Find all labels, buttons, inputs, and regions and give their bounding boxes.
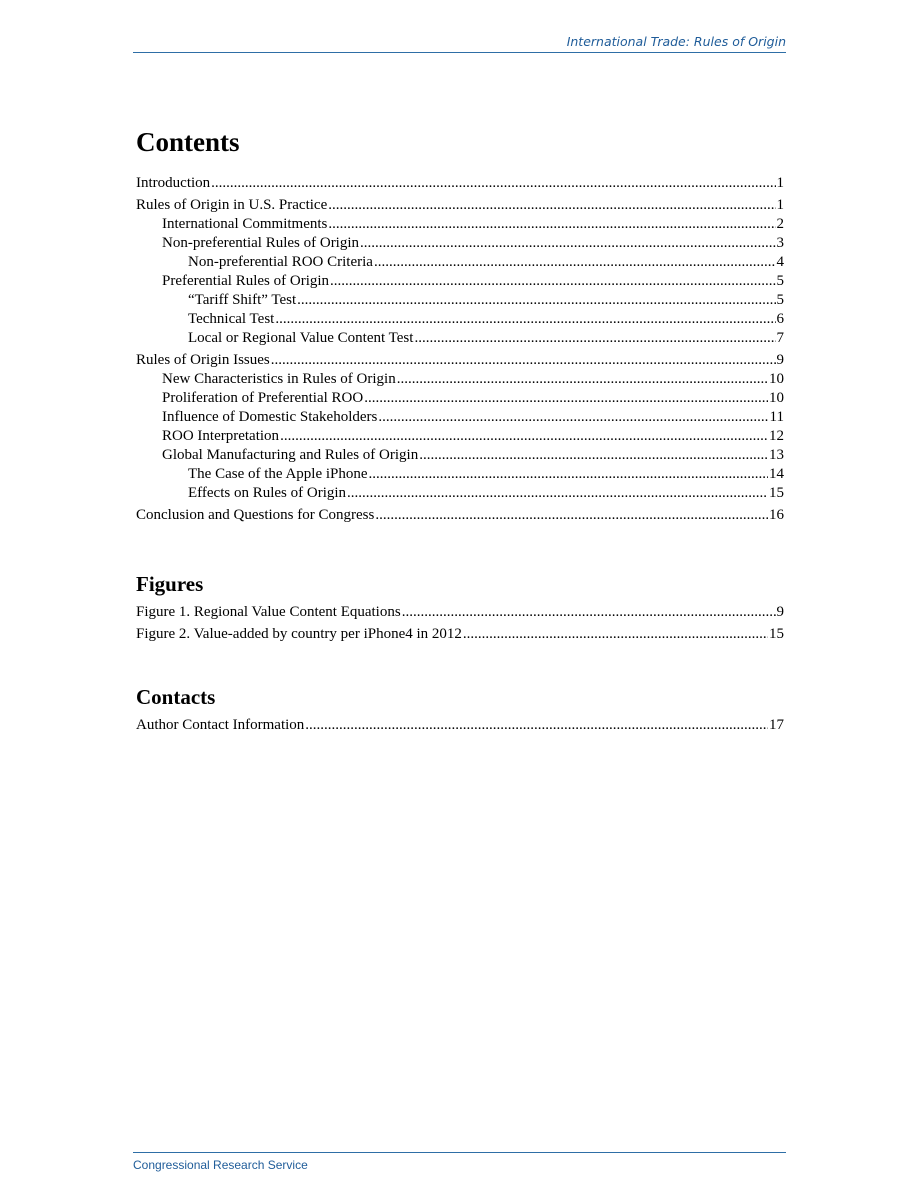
contacts-heading: Contacts xyxy=(136,685,216,709)
contents-list xyxy=(136,174,784,525)
running-header xyxy=(133,33,786,53)
toc-leader-dots xyxy=(463,625,768,644)
toc-entry-title: Effects on Rules of Origin xyxy=(188,485,347,501)
toc-entry-title: “Tariff Shift” Test xyxy=(188,292,297,308)
toc-entry[interactable] xyxy=(136,389,784,408)
toc-entry[interactable] xyxy=(136,484,784,503)
toc-entry-page: 15 xyxy=(769,485,784,501)
toc-entry-page: 15 xyxy=(769,626,784,642)
toc-entry-page: 5 xyxy=(776,292,784,308)
toc-entry-title: Rules of Origin in U.S. Practice xyxy=(136,197,328,213)
toc-entry-title: ROO Interpretation xyxy=(162,428,280,444)
toc-entry-title: Conclusion and Questions for Congress xyxy=(136,507,375,523)
toc-entry[interactable] xyxy=(136,603,784,622)
toc-entry[interactable] xyxy=(136,291,784,310)
toc-entry[interactable] xyxy=(136,625,784,644)
toc-leader-dots xyxy=(378,408,768,427)
toc-entry-page: 9 xyxy=(776,352,784,368)
toc-entry[interactable] xyxy=(136,408,784,427)
page-footer xyxy=(133,1152,786,1174)
toc-entry-page: 7 xyxy=(776,330,784,346)
toc-entry[interactable] xyxy=(136,446,784,465)
toc-leader-dots xyxy=(360,234,775,253)
toc-leader-dots xyxy=(271,351,776,370)
toc-leader-dots xyxy=(369,465,768,484)
figures-list xyxy=(136,603,784,644)
toc-leader-dots xyxy=(347,484,768,503)
toc-entry-page: 14 xyxy=(769,466,784,482)
toc-entry-page: 13 xyxy=(769,447,784,463)
toc-entry[interactable] xyxy=(136,370,784,389)
toc-entry-page: 12 xyxy=(769,428,784,444)
toc-entry[interactable] xyxy=(136,234,784,253)
toc-entry-page: 2 xyxy=(776,216,784,232)
toc-leader-dots xyxy=(330,272,775,291)
toc-leader-dots xyxy=(419,446,768,465)
toc-entry[interactable] xyxy=(136,351,784,370)
toc-entry-page: 5 xyxy=(776,273,784,289)
toc-entry-page: 11 xyxy=(769,409,784,425)
toc-leader-dots xyxy=(374,253,776,272)
toc-entry-title: Rules of Origin Issues xyxy=(136,352,270,368)
toc-entry[interactable] xyxy=(136,253,784,272)
contacts-list xyxy=(136,716,784,735)
toc-entry[interactable] xyxy=(136,272,784,291)
toc-entry[interactable] xyxy=(136,329,784,348)
figures-heading: Figures xyxy=(136,572,204,596)
toc-entry-title: Technical Test xyxy=(188,311,275,327)
toc-leader-dots xyxy=(364,389,768,408)
toc-leader-dots xyxy=(402,603,776,622)
toc-entry[interactable] xyxy=(136,310,784,329)
toc-entry[interactable] xyxy=(136,215,784,234)
toc-entry-page: 6 xyxy=(776,311,784,327)
toc-entry[interactable] xyxy=(136,716,784,735)
toc-entry[interactable] xyxy=(136,465,784,484)
toc-leader-dots xyxy=(328,215,775,234)
toc-entry-page: 9 xyxy=(776,604,784,620)
toc-entry-title: Author Contact Information xyxy=(136,717,305,733)
toc-leader-dots xyxy=(375,506,768,525)
footer-publisher: Congressional Research Service xyxy=(133,1158,308,1172)
toc-entry-title: Non-preferential Rules of Origin xyxy=(162,235,360,251)
toc-entry-page: 10 xyxy=(769,390,784,406)
toc-entry-title: Influence of Domestic Stakeholders xyxy=(162,409,378,425)
toc-entry[interactable] xyxy=(136,506,784,525)
toc-entry-page: 16 xyxy=(769,507,784,523)
toc-entry-title: Introduction xyxy=(136,175,211,191)
toc-leader-dots xyxy=(297,291,775,310)
toc-leader-dots xyxy=(397,370,768,389)
toc-entry-title: Global Manufacturing and Rules of Origin xyxy=(162,447,419,463)
toc-entry-title: Figure 1. Regional Value Content Equations xyxy=(136,604,401,620)
toc-entry-title: The Case of the Apple iPhone xyxy=(188,466,368,482)
toc-leader-dots xyxy=(328,196,775,215)
toc-entry-page: 17 xyxy=(769,717,784,733)
table-of-contents-page xyxy=(136,126,784,735)
toc-entry[interactable] xyxy=(136,427,784,446)
running-title: International Trade: Rules of Origin xyxy=(566,34,786,49)
toc-entry-title: Figure 2. Value-added by country per iPhone4 in 2012 xyxy=(136,626,462,642)
toc-entry-title: Proliferation of Preferential ROO xyxy=(162,390,364,406)
toc-entry-title: Local or Regional Value Content Test xyxy=(188,330,414,346)
toc-entry-page: 1 xyxy=(776,197,784,213)
toc-entry-title: International Commitments xyxy=(162,216,328,232)
toc-leader-dots xyxy=(275,310,775,329)
toc-leader-dots xyxy=(211,174,775,193)
toc-entry-page: 10 xyxy=(769,371,784,387)
toc-entry-page: 4 xyxy=(776,254,784,270)
toc-entry[interactable] xyxy=(136,196,784,215)
toc-leader-dots xyxy=(414,329,775,348)
contents-heading: Contents xyxy=(136,127,240,157)
toc-entry-page: 1 xyxy=(776,175,784,191)
toc-leader-dots xyxy=(280,427,768,446)
toc-entry[interactable] xyxy=(136,174,784,193)
toc-entry-title: New Characteristics in Rules of Origin xyxy=(162,371,396,387)
toc-entry-page: 3 xyxy=(776,235,784,251)
toc-entry-title: Non-preferential ROO Criteria xyxy=(188,254,373,270)
toc-entry-title: Preferential Rules of Origin xyxy=(162,273,330,289)
toc-leader-dots xyxy=(305,716,768,735)
